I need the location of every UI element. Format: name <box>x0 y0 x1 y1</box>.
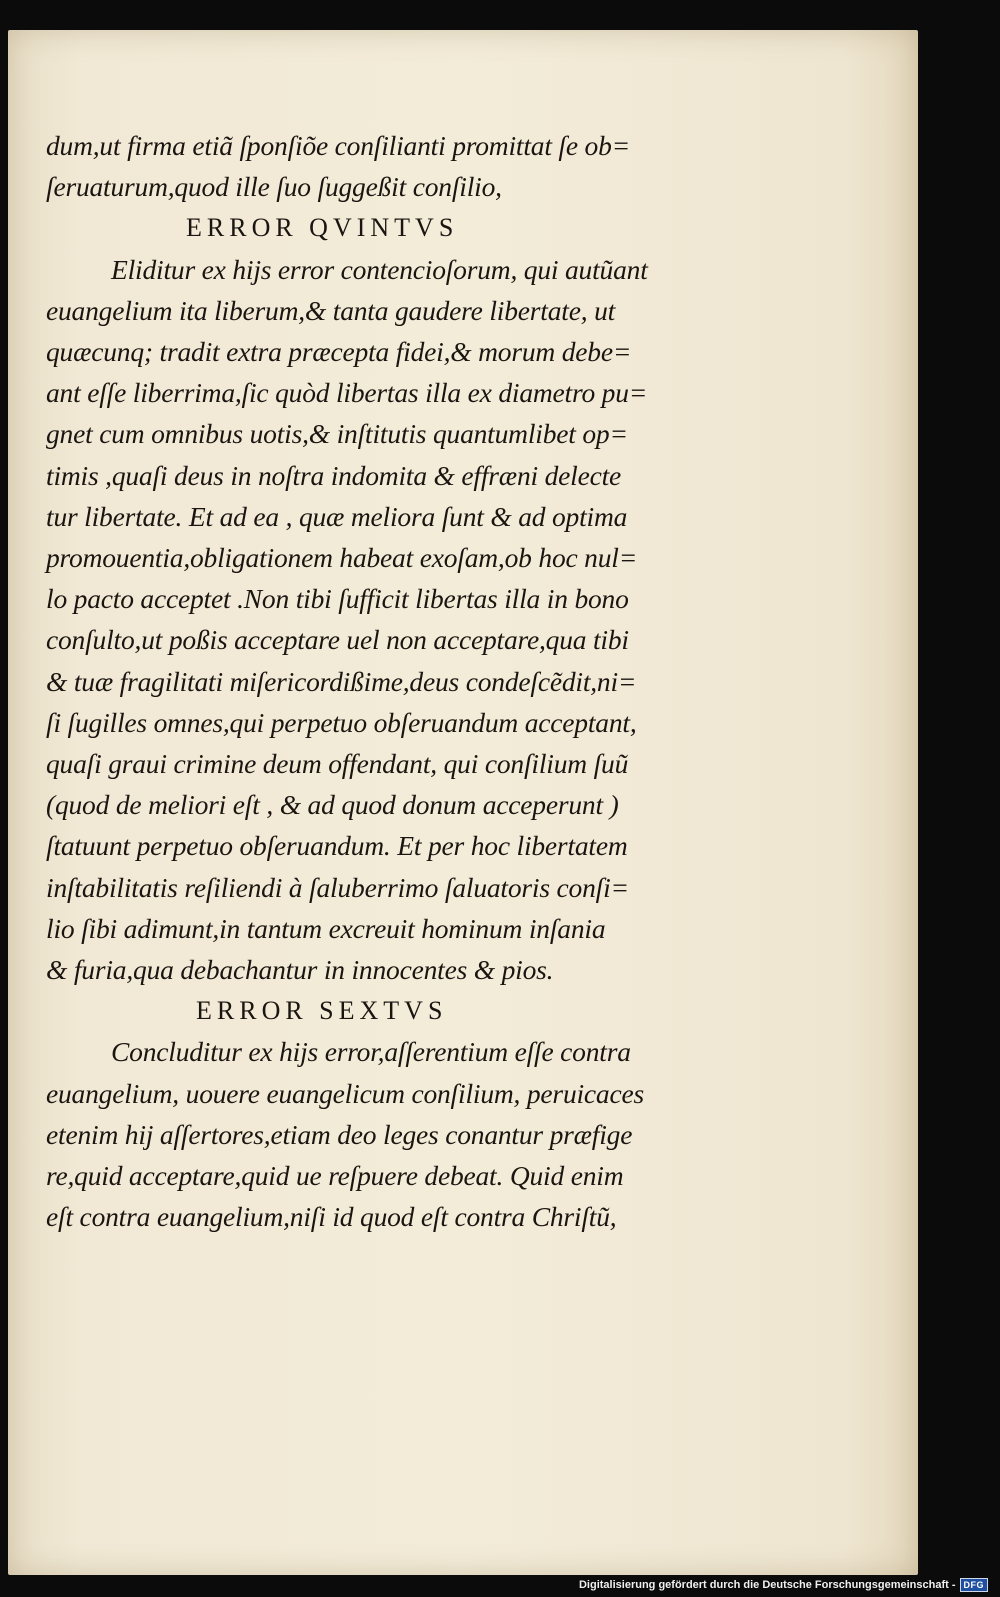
text-line: timis ,quaſi deus in noſtra indomita & effræni delecte <box>46 459 622 491</box>
text-line: eſt contra euangelium,niſi id quod eſt contra Chriſtũ, <box>46 1201 617 1233</box>
text-line: Eliditur ex hijs error contencioſorum, qui autũant <box>111 253 648 285</box>
text-line: re,quid acceptare,quid ue reſpuere debeat. Quid enim <box>46 1160 624 1192</box>
text-line: dum,ut firma etiã ſponſiõe conſilianti promittat ſe ob= <box>46 130 631 161</box>
text-line: & tuæ fragilitati miſericordißime,deus condeſcẽdit,ni= <box>46 665 637 697</box>
text-line: etenim hij aſſertores,etiam deo leges conantur præfige <box>46 1118 633 1150</box>
text-line: euangelium ita liberum,& tanta gaudere libertate, ut <box>46 294 616 326</box>
text-line: ſtatuunt perpetuo obſeruandum. Et per hoc libertatem <box>46 830 628 862</box>
text-line: ſi ſugilles omnes,qui perpetuo obſeruandum acceptant, <box>46 706 637 738</box>
page-text <box>46 125 746 1237</box>
text-line: euangelium, uouere euangelicum conſilium, peruicaces <box>46 1077 644 1109</box>
credit-text: Digitalisierung gefördert durch die Deutsche Forschungsgemeinschaft - <box>578 1579 956 1591</box>
text-line: lio ſibi adimunt,in tantum excreuit hominum inſania <box>46 912 606 944</box>
section-heading: ERROR QVINTVS <box>186 213 459 243</box>
text-line: ant eſſe liberrima,ſic quòd libertas illa ex diametro pu= <box>46 377 648 409</box>
text-line: ſeruaturum,quod ille ſuo ſuggeßit conſilio, <box>46 171 502 203</box>
section-heading: ERROR SEXTVS <box>196 996 448 1026</box>
text-line: lo pacto acceptet .Non tibi ſufficit libertas illa in bono <box>46 583 629 615</box>
text-line: promouentia,obligationem habeat exoſam,ob hoc nul= <box>46 542 638 574</box>
text-line: Concluditur ex hijs error,aſſerentium eſſe contra <box>111 1036 631 1068</box>
text-line: conſulto,ut poßis acceptare uel non acceptare,qua tibi <box>46 624 629 656</box>
text-line: (quod de meliori eſt , & ad quod donum acceperunt ) <box>46 789 619 821</box>
text-line: quaſi graui crimine deum offendant, qui conſilium ſuũ <box>46 748 629 780</box>
text-line: & furia,qua debachantur in innocentes & pios. <box>46 954 554 986</box>
text-line: inſtabilitatis reſiliendi à ſaluberrimo ſaluatoris conſi= <box>46 871 629 903</box>
book-page <box>8 30 918 1575</box>
text-line: quæcunq; tradit extra præcepta fidei,& morum debe= <box>46 336 632 368</box>
text-line: tur libertate. Et ad ea , quæ meliora ſunt & ad optima <box>46 500 628 532</box>
digitization-credit <box>579 1576 988 1594</box>
dfg-logo: DFG <box>960 1578 989 1592</box>
text-line: gnet cum omnibus uotis,& inſtitutis quantumlibet op= <box>46 418 628 450</box>
